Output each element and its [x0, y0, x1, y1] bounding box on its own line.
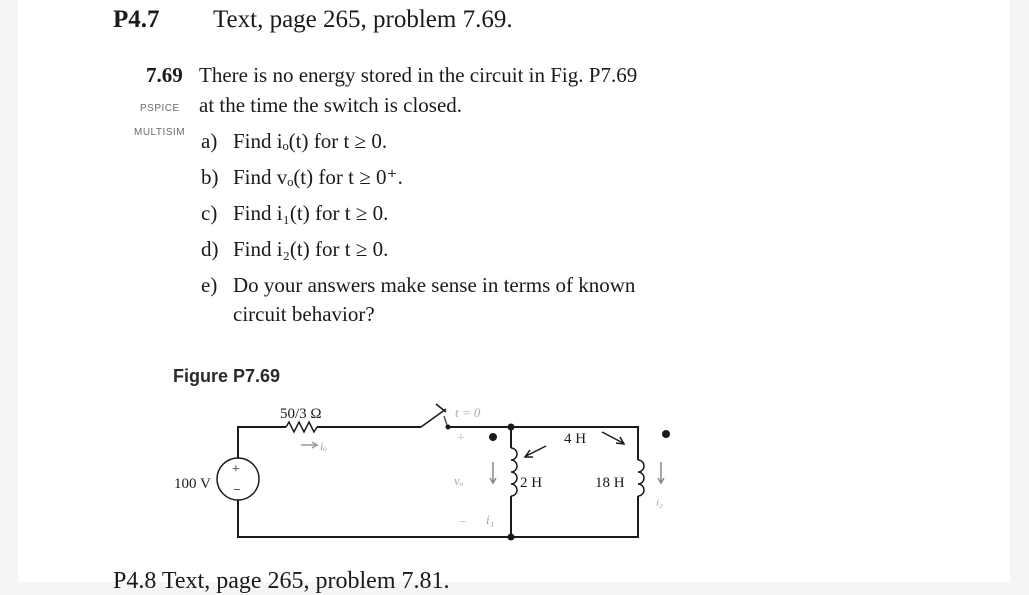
switch-blade — [421, 409, 446, 427]
wire-18h-bottom — [238, 496, 638, 537]
part-a-text: Find iₒ(t) for t ≥ 0. — [233, 129, 388, 153]
dot-18h-polarity — [662, 430, 670, 438]
source-plus: + — [232, 462, 240, 477]
figure-title: Figure P7.69 — [173, 366, 281, 386]
problem-statement-line-2: at the time the switch is closed. — [199, 93, 463, 117]
vo-label: vₒ — [454, 473, 464, 488]
problem-number: 7.69 — [146, 63, 183, 87]
i1-label: i₁ — [486, 512, 495, 527]
part-d-label: d) — [201, 237, 219, 261]
multisim-side-label: MULTISIM — [134, 127, 186, 138]
inductor-18h-label: 18 H — [595, 475, 625, 491]
problem-statement-line-1: There is no energy stored in the circuit in Fig. P7.69 — [199, 63, 638, 87]
inductor-18h — [638, 460, 644, 496]
part-c-text: Find i₁(t) for t ≥ 0. — [233, 201, 389, 225]
part-b-text: Find vₒ(t) for t ≥ 0⁺. — [233, 165, 403, 189]
problem-set-label: P4.7 — [113, 6, 160, 33]
mutual-inductance-label: 4 H — [564, 431, 587, 447]
source-label: 100 V — [174, 476, 211, 492]
inductor-2h-label: 2 H — [520, 475, 543, 491]
next-problem-cutoff: P4.8 Text, page 265, problem 7.81. — [113, 568, 450, 594]
inductor-2h — [511, 448, 517, 496]
source-minus: − — [233, 483, 241, 498]
part-e-text: Do your answers make sense in terms of known — [233, 273, 636, 297]
vo-plus: + — [457, 431, 465, 446]
node-top — [508, 424, 515, 431]
switch-tick — [436, 404, 446, 412]
i2-label: i₂ — [656, 497, 663, 509]
io-label: iₒ — [320, 439, 327, 453]
part-d-text: Find i₂(t) for t ≥ 0. — [233, 237, 389, 261]
switch-label: t = 0 — [455, 405, 481, 420]
pspice-side-label: PSPICE — [140, 103, 180, 114]
switch-pivot — [446, 425, 451, 430]
circuit-diagram — [18, 0, 1010, 582]
part-b-label: b) — [201, 165, 219, 189]
vo-minus: − — [459, 515, 467, 530]
part-a-label: a) — [201, 129, 218, 153]
wire-source-to-resistor — [238, 427, 286, 458]
textbook-reference: Text, page 265, problem 7.69. — [213, 6, 513, 33]
node-bottom — [508, 534, 515, 541]
resistor-50-3-ohm — [286, 422, 317, 432]
part-e-text-continued: circuit behavior? — [233, 302, 375, 326]
dot-2h-polarity — [489, 433, 497, 441]
document-page — [18, 0, 1010, 594]
part-e-label: e) — [201, 273, 218, 297]
resistor-label: 50/3 Ω — [280, 406, 322, 422]
part-c-label: c) — [201, 201, 218, 225]
